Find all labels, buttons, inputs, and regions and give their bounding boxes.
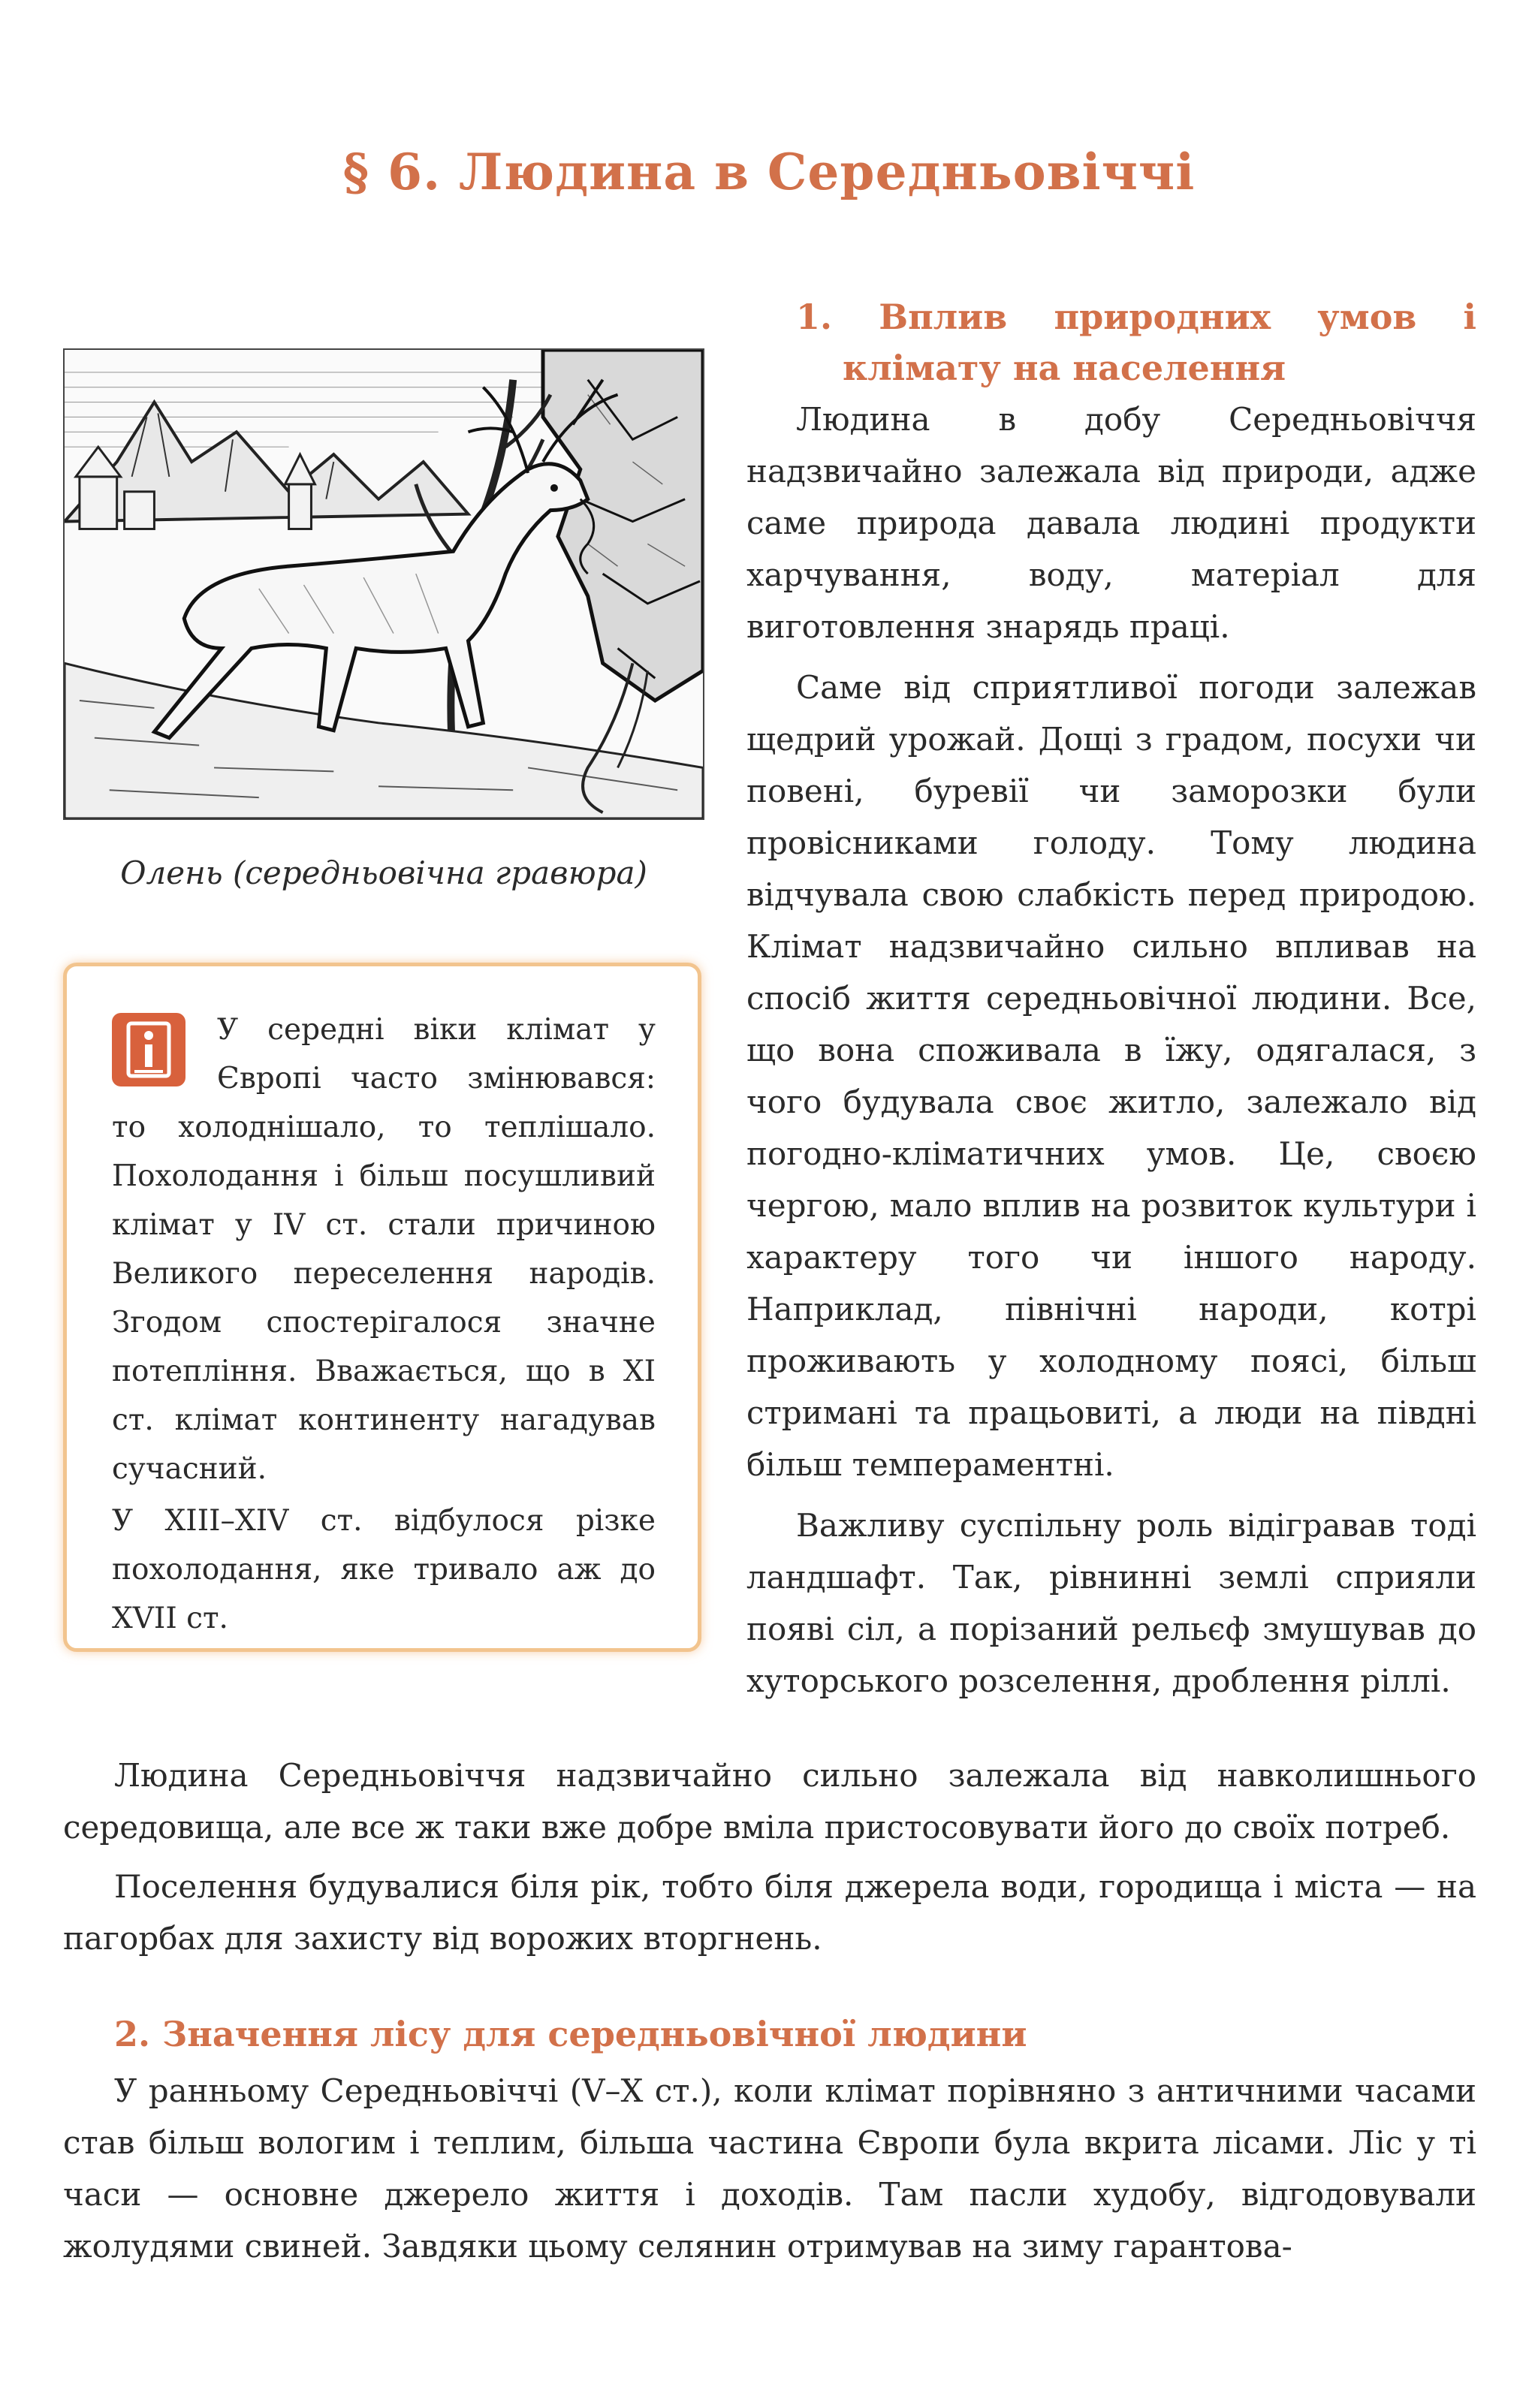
full-width-text [63,1749,1476,2280]
paragraph: Поселення будувалися біля рік, тобто біля джерела води, городища і міста — на пагорбах для захисту від ворожих вторгнень. [63,1868,1476,1957]
paragraph: Людина в добу Середньовіччя надзвичайно залежала від природи, адже саме природа давала людині продукти харчування, воду, матеріал для виготовлення знарядь праці. [746,401,1476,645]
section-1-column [746,393,1476,1716]
deer-engraving-image [63,348,704,820]
paragraph: Важливу суспільну роль відігравав тоді ландшафт. Так, рівнинні землі сприяли появі сіл, а порізаний рельєф змушував до хуторського розселення, дроблення ріллі. [746,1507,1476,1699]
paragraph: Саме від сприятливої погоди залежав щедрий урожай. Дощі з градом, посухи чи повені, буревії чи заморозки були провісниками голоду. Тому людина відчувала свою слабкість перед природою. Клімат надзвичайно сильно впливав на спосіб життя середньовічної людини. Все, що вона споживала в їжу, одягалася, з чого будувала своє житло, залежало від погодно-кліматичних умов. Це, своєю чергою, мало вплив на розвиток культури і характеру того чи іншого народу. Наприклад, північні народи, котрі проживають у холодному поясі, більш стримані та працьовиті, а люди на півдні більш темпераментні. [746,669,1476,1483]
info-paragraph: У середні віки клімат у Європі часто змінювався: то холоднішало, то теплішало. Похолодання і більш посушливий клімат у IV ст. стали причиною Великого переселення народів. Згодом спостерігалося значне потепління. Вважається, що в XI ст. клімат континенту нагадував сучасний. [112,1013,656,1486]
page-title: § 6. Людина в Середньовіччі [342,143,1196,201]
info-box [63,963,701,1652]
section-2-heading: 2. Значення лісу для середньовічної людини [114,2014,1027,2054]
deer-engraving-illustration [65,350,703,818]
figure-caption: Олень (середньовічна гравюра) [120,854,647,891]
section-1-heading: 1. Вплив природних умов і клімату на населення [796,297,1476,388]
info-paragraph: У XIII–XIV ст. відбулося різке похолодання, яке тривало аж до XVII ст. [112,1504,656,1635]
paragraph: У ранньому Середньовіччі (V–X ст.), коли клімат порівняно з античними часами став більш вологим і теплим, більша частина Європи була вкрита лісами. Ліс у ті часи — основне джерело життя і доходів. Там пасли худобу, відгодовували жолудями свиней. Завдяки цьому селянин отримував на зиму гарантова- [63,2072,1476,2265]
paragraph: Людина Середньовіччя надзвичайно сильно залежала від навколишнього середовища, але все ж таки вже добре вміла пристосовувати його до своїх потреб. [63,1757,1476,1846]
info-book-icon [112,1013,185,1086]
